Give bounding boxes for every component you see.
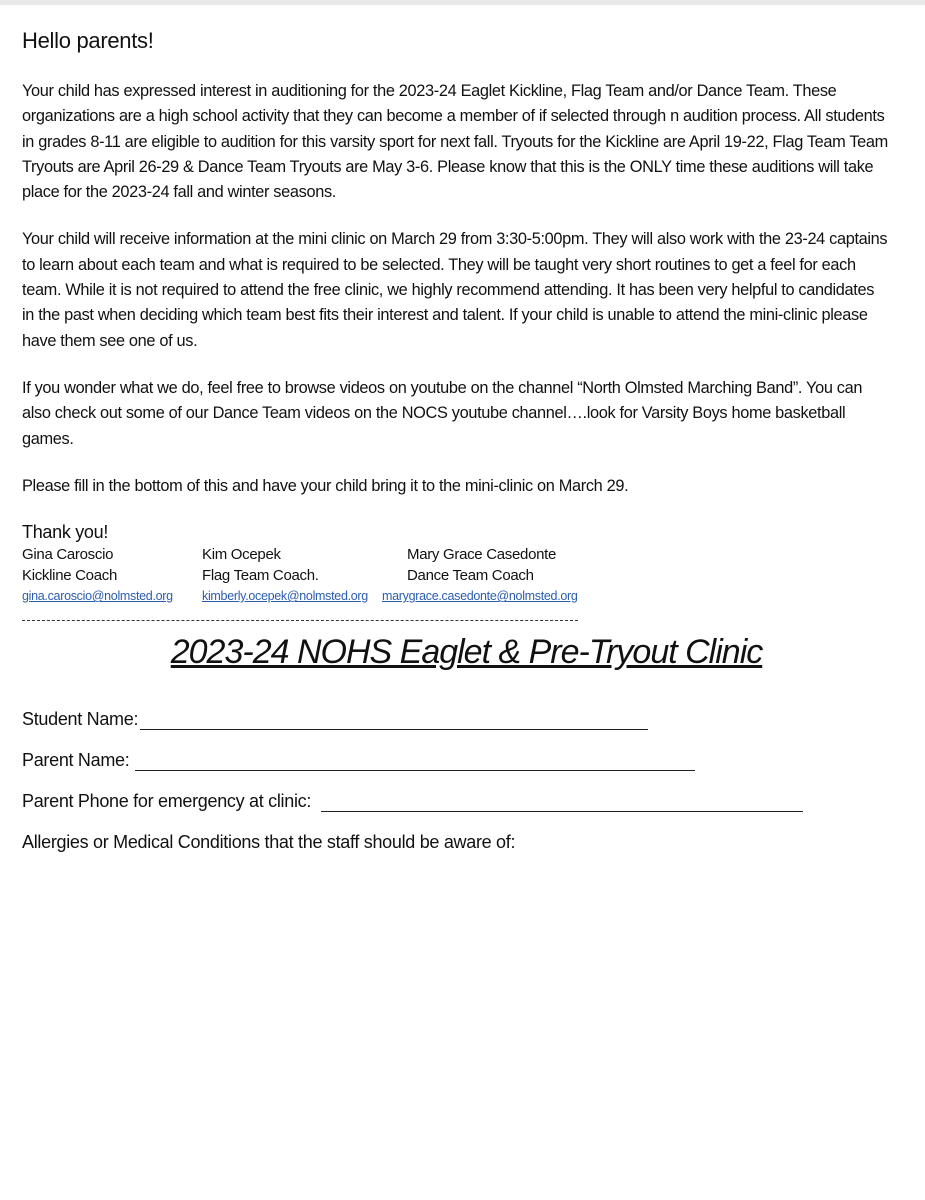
allergies-row — [22, 825, 902, 853]
paragraph-videos: If you wonder what we do, feel free to browse videos on youtube on the channel “North Olmsted Marching Band”. You can also check out some of our Dance Team videos on the NOCS youtube channel….look for Varsity Boys home basketball games. — [22, 377, 863, 448]
parent-name-row — [22, 743, 902, 771]
paragraph-instructions: Please fill in the bottom of this and have your child bring it to the mini-clinic on March 29. — [22, 475, 629, 495]
allergies-label: Allergies or Medical Conditions that the staff should be aware of: — [22, 832, 516, 853]
signer-dance-team — [382, 544, 578, 606]
signer-email-link[interactable]: gina.caroscio@nolmsted.org — [22, 589, 173, 604]
signer-flag-team — [202, 544, 368, 606]
parent-name-field[interactable] — [135, 750, 695, 771]
parent-phone-field[interactable] — [321, 791, 803, 812]
student-name-label: Student Name: — [22, 709, 139, 730]
signer-email-link[interactable]: kimberly.ocepek@nolmsted.org — [202, 589, 368, 604]
form-title: 2023-24 NOHS Eaglet & Pre-Tryout Clinic — [170, 633, 763, 672]
signer-role: Flag Team Coach. — [202, 567, 319, 585]
signer-name: Gina Caroscio — [22, 546, 114, 564]
signer-role: Dance Team Coach — [407, 567, 534, 585]
parent-name-label: Parent Name: — [22, 750, 130, 771]
signer-email-link[interactable]: marygrace.casedonte@nolmsted.org — [382, 589, 578, 604]
signer-name: Mary Grace Casedonte — [407, 546, 557, 564]
letter — [22, 28, 902, 866]
signers — [22, 544, 902, 604]
parent-phone-row — [22, 784, 902, 812]
signer-name: Kim Ocepek — [202, 546, 281, 564]
student-name-field[interactable] — [140, 709, 648, 730]
cut-line-divider — [22, 620, 578, 621]
parent-phone-label: Parent Phone for emergency at clinic: — [22, 791, 312, 812]
signer-role: Kickline Coach — [22, 567, 118, 585]
paragraph-intro: Your child has expressed interest in auditioning for the 2023-24 Eaglet Kickline, Flag Team and/or Dance Team. These organizations are a high school activity that they can become a member of if selected through n audition process. All students in grades 8-11 are eligible to audition for this varsity sport for next fall. Tryouts for the Kickline are April 19-22, Flag Team Team Tryouts are April 26-29 & Dance Team Tryouts are May 3-6. Please know that this is the ONLY time these auditions will take place for the 2023-24 fall and winter seasons. — [22, 81, 888, 202]
paragraph-clinic: Your child will receive information at the mini clinic on March 29 from 3:30-5:00pm. They will also work with the 23-24 captains to learn about each team and what is required to be selected. They will be taught very short routines to get a feel for each team. While it is not required to attend the free clinic, we highly recommend attending. It has been very helpful to candidates in the past when deciding which team best fits their interest and talent. If your child is unable to attend the mini-clinic please have them see one of us. — [22, 229, 888, 350]
student-name-row — [22, 702, 902, 730]
signer-kickline — [22, 544, 173, 606]
thank-you: Thank you! — [22, 522, 109, 543]
greeting: Hello parents! — [22, 28, 154, 53]
top-edge-bar — [0, 0, 925, 5]
